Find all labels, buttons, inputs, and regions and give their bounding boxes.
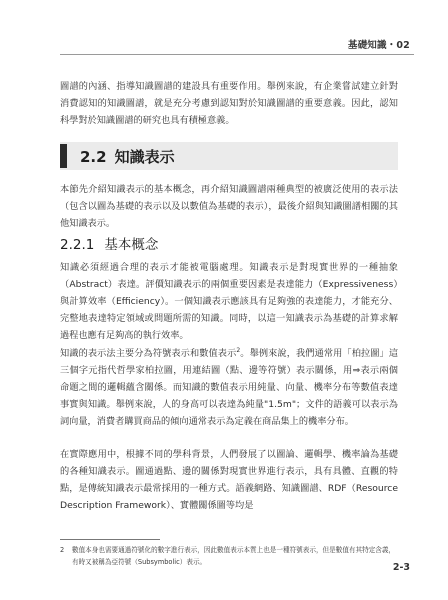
footnote-reference: 2 bbox=[236, 346, 241, 354]
page-number: 2-3 bbox=[392, 562, 410, 573]
intro-paragraph: 圖譜的內涵、指導知識圖譜的建設具有重要作用。舉例來說，有企業嘗試建立針對消費認知的知識圖譜，就是充分考慮到認知對於知識圖譜的重要意義。因此，認知科學對於知識圖譜的研究也具有積極意義。 bbox=[60, 81, 398, 126]
section-number: 2.2 bbox=[80, 148, 107, 166]
section-intro-paragraph: 本節先介紹知識表示的基本概念，再介紹知識圖譜兩種典型的被廣泛使用的表示法（包含以圖為基礎的表示以及以數值為基礎的表示），最後介紹與知識圖譜相關的其他知識表示。 bbox=[60, 184, 398, 229]
body-paragraph-3: 在實際應用中，根據不同的學科背景，人們發展了以圖論、邏輯學、機率論為基礎的各種知識表示。圖通過點、邊的關係對現實世界進行表示，具有具體、直觀的特點，是傳統知識表示最常採用的一種方式。語義網路、知識圖譜、RDF（Resource Description Framework）、實體關係圖等均是 bbox=[60, 449, 398, 511]
subsection-heading bbox=[60, 233, 158, 253]
footnote-rule bbox=[60, 539, 160, 540]
running-head: 基礎知識・02 bbox=[347, 40, 410, 51]
section-heading bbox=[60, 142, 398, 170]
section-title bbox=[80, 146, 175, 167]
body-paragraph-2 bbox=[60, 345, 398, 430]
body-paragraph-2-end: 。舉例來說，我們通常用「柏拉圖」這三個字元指代哲學家柏拉圖，用連結圖（點、邊等符號）表示關係，用⇒表示兩個命題之間的邏輯蘊含關係。而知識的數值表示用純量、向量、機率分布等數值表達事實與知識。舉例來說，人的身高可以表達為純量"1.5m"；文件的語義可以表示為詞向量，消費者購買商品的傾向通常表示為定義在商品集上的機率分布。 bbox=[60, 348, 399, 427]
subsection-title: 基本概念 bbox=[104, 237, 159, 253]
body-paragraph-1: 知識必須經過合理的表示才能被電腦處理。知識表示是對現實世界的一種抽象（Abstract）表達。評價知識表示的兩個重要因素是表達能力（Expressiveness）與計算效率（Efficiency）。一個知識表示應該具有足夠強的表達能力，才能充分、完整地表達特定領域或問題所需的知識。同時，以這一知識表示為基礎的計算求解過程也應有足夠高的執行效率。 bbox=[60, 262, 398, 341]
body-paragraph-2-start: 知識的表示法主要分為符號表示和數值表示 bbox=[60, 348, 237, 359]
subsection-number: 2.2.1 bbox=[60, 237, 95, 253]
footnote-text: 數值本身也需要通過符號化的數字進行表示，因此數值表示本質上也是一種符號表示，但是數值有其特定含義，有時又被稱為亞符號（Subsymbolic）表示。 bbox=[72, 546, 396, 566]
section-title-text: 知識表示 bbox=[114, 148, 175, 166]
section-heading-bar bbox=[60, 144, 67, 168]
header-rule bbox=[60, 54, 414, 55]
footnote-number: 2 bbox=[60, 546, 65, 554]
footnote bbox=[60, 544, 400, 568]
